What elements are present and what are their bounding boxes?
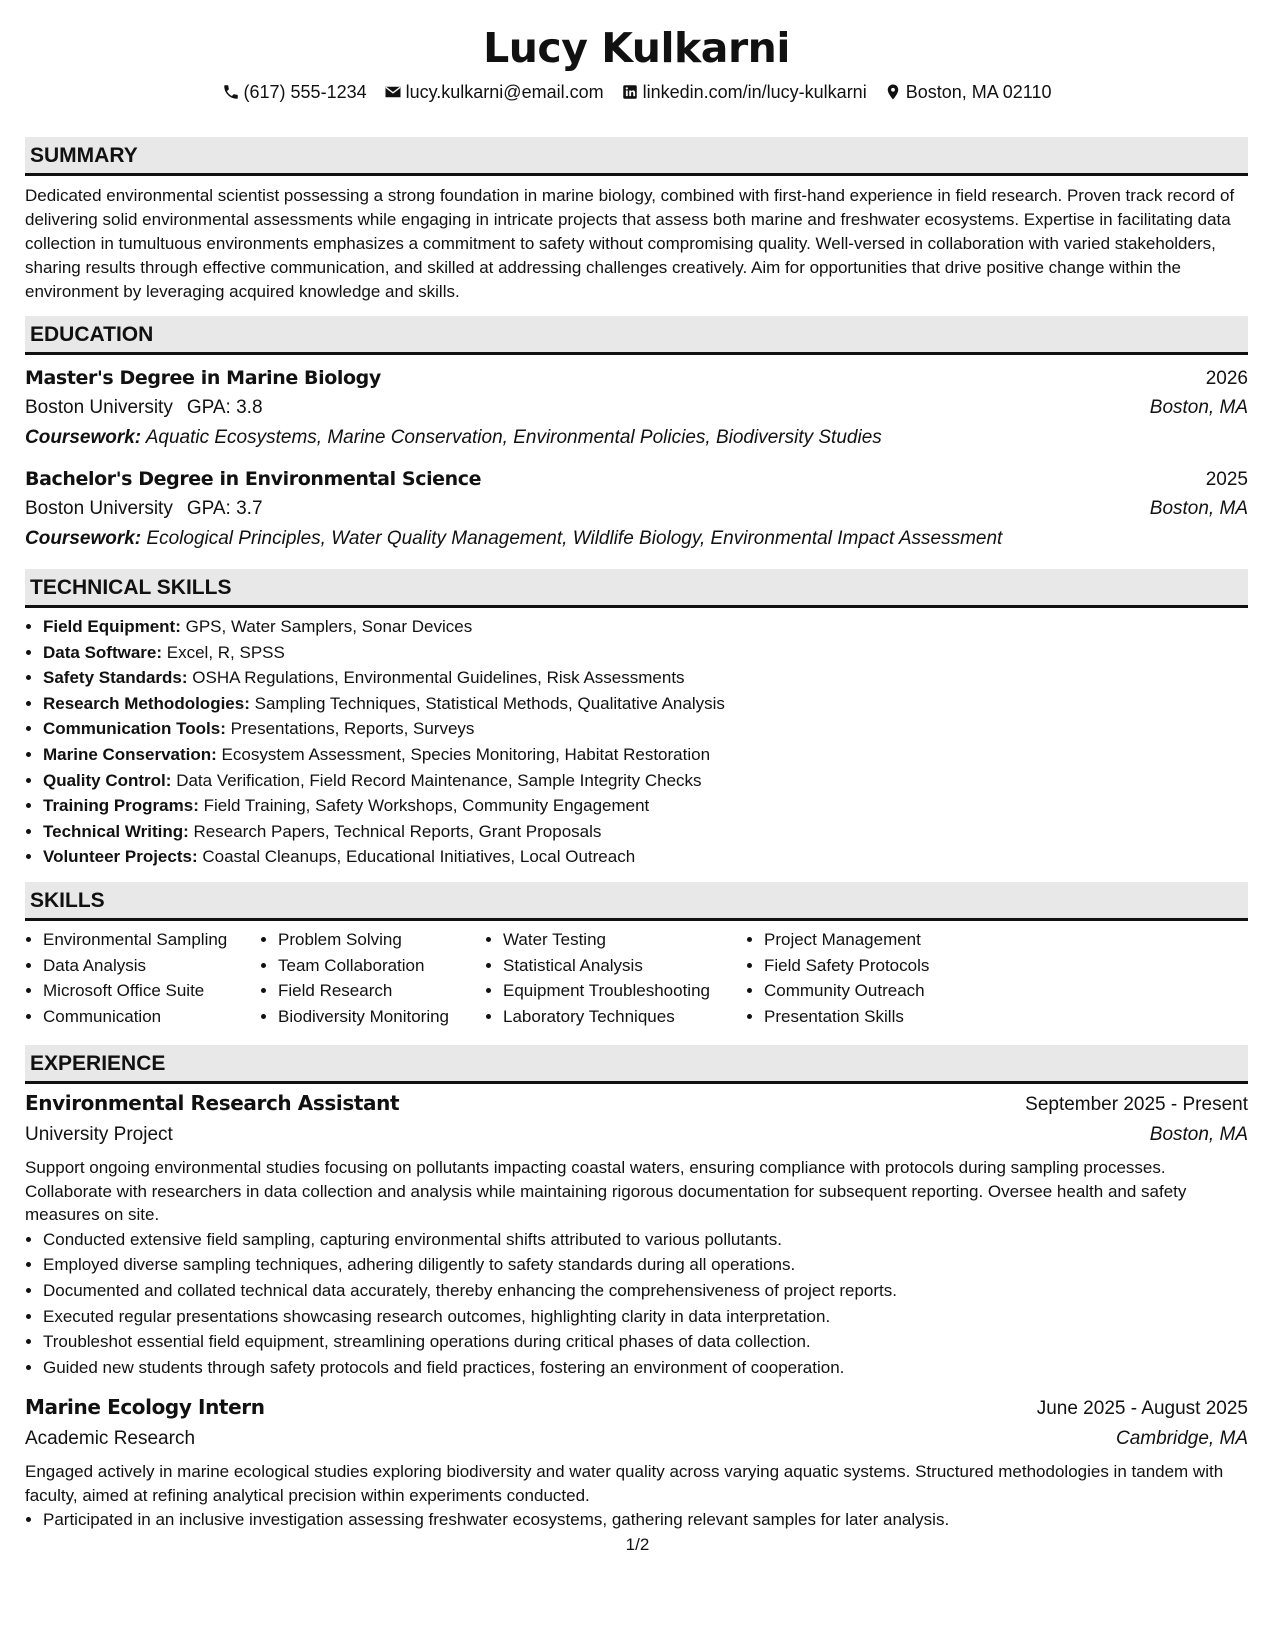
coursework xyxy=(25,524,1248,553)
list-item: • Project Management xyxy=(764,927,1004,953)
resume-page xyxy=(25,0,1248,1533)
skill-values: Ecosystem Assessment, Species Monitoring, Habitat Restoration xyxy=(221,744,711,764)
linkedin-icon xyxy=(621,83,639,101)
list-item xyxy=(43,640,1248,666)
list-item xyxy=(43,844,1248,870)
contact-bar xyxy=(25,81,1248,103)
job-dates: September 2025 - Present xyxy=(1025,1094,1248,1116)
coursework xyxy=(25,423,1248,452)
skill-values: Coastal Cleanups, Educational Initiatives, Local Outreach xyxy=(202,847,636,867)
job-dates: June 2025 - August 2025 xyxy=(1036,1398,1248,1420)
job-entry xyxy=(25,1088,1248,1380)
skill-values: Data Verification, Field Record Maintenance, Sample Integrity Checks xyxy=(176,770,702,790)
degree-year: 2025 xyxy=(1205,469,1248,490)
skill-values: Excel, R, SPSS xyxy=(166,642,285,662)
list-item: • Guided new students through safety protocols and field practices, fostering an environment of cooperation. xyxy=(43,1355,1248,1381)
skill-values: OSHA Regulations, Environmental Guidelines, Risk Assessments xyxy=(192,668,685,688)
summary-text: Dedicated environmental scientist possessing a strong foundation in marine biology, combined with first-hand experience in field research. Proven track record of delivering solid environmental assessments while engaging in intricate projects that assess both marine and freshwater ecosystems. Expertise in facilitating data collection in tumultuous environments emphasizes a commitment to safety without compromising quality. Well-versed in collaboration with varied stakeholders, sharing results through effective communication, and skilled at addressing challenges creatively. Aim for opportunities that drive positive change within the environment by leveraging acquired knowledge and skills. xyxy=(25,186,1235,301)
skill-category: Technical Writing: xyxy=(43,821,189,841)
skill-category: Data Software: xyxy=(43,642,163,662)
skills-column xyxy=(746,927,1004,1029)
school-info xyxy=(25,393,263,423)
list-item: • Employed diverse sampling techniques, adhering diligently to safety standards during all operations. xyxy=(43,1252,1248,1278)
skill-category: Volunteer Projects: xyxy=(43,847,198,867)
school-name: Boston University xyxy=(25,498,173,519)
list-item xyxy=(43,665,1248,691)
education-entry xyxy=(25,364,1248,452)
skill-values: Research Papers, Technical Reports, Grant Proposals xyxy=(193,821,602,841)
list-item: • Team Collaboration xyxy=(278,953,485,979)
summary-heading: SUMMARY xyxy=(25,137,1248,176)
list-item: • Laboratory Techniques xyxy=(503,1004,746,1030)
list-item xyxy=(43,768,1248,794)
list-item: • Troubleshot essential field equipment, streamlining operations during critical phases of data collection. xyxy=(43,1329,1248,1355)
education-heading: EDUCATION xyxy=(25,316,1248,355)
technical-skills-heading: TECHNICAL SKILLS xyxy=(25,569,1248,608)
skill-category: Training Programs: xyxy=(43,796,199,816)
contact-email[interactable] xyxy=(384,81,604,103)
email-text: lucy.kulkarni@email.com xyxy=(405,82,604,102)
skill-category: Field Equipment: xyxy=(43,617,181,636)
degree-title: Master's Degree in Marine Biology xyxy=(25,367,381,389)
list-item: • Presentation Skills xyxy=(764,1004,1004,1030)
list-item: • Community Outreach xyxy=(764,978,1004,1004)
gpa: GPA: 3.7 xyxy=(186,498,263,519)
education-entry xyxy=(25,465,1248,553)
job-title: Marine Ecology Intern xyxy=(25,1395,265,1420)
list-item: • Participated in an inclusive investigation assessing freshwater ecosystems, gathering relevant samples for later analysis. xyxy=(43,1507,1248,1533)
list-item xyxy=(43,819,1248,845)
phone-text: (617) 555-1234 xyxy=(243,82,367,102)
page-number: 1/2 xyxy=(625,1535,650,1554)
skills-grid xyxy=(25,927,1248,1029)
job-location: Boston, MA xyxy=(1149,1124,1248,1146)
job-bullets xyxy=(25,1227,1248,1381)
list-item: • Problem Solving xyxy=(278,927,485,953)
job-bullets xyxy=(25,1507,1248,1533)
list-item: • Environmental Sampling xyxy=(43,927,260,953)
list-item: • Data Analysis xyxy=(43,953,260,979)
skill-category: Marine Conservation: xyxy=(43,744,217,764)
coursework-label: Coursework: xyxy=(25,528,142,549)
degree-title: Bachelor's Degree in Environmental Science xyxy=(25,468,482,490)
list-item: • Communication xyxy=(43,1004,260,1030)
contact-linkedin[interactable] xyxy=(621,81,867,103)
skill-category: Communication Tools: xyxy=(43,719,226,739)
coursework-list: Aquatic Ecosystems, Marine Conservation, Environmental Policies, Biodiversity Studies xyxy=(145,427,882,448)
list-item xyxy=(43,742,1248,768)
gpa: GPA: 3.8 xyxy=(186,397,263,418)
skills-column xyxy=(25,927,260,1029)
job-location: Cambridge, MA xyxy=(1116,1428,1248,1450)
degree-year: 2026 xyxy=(1205,368,1248,389)
job-description: Engaged actively in marine ecological studies exploring biodiversity and water quality across varying aquatic systems. Structured methodologies in tandem with faculty, aimed at refining analytical precision within experiments conducted. xyxy=(25,1462,1224,1505)
coursework-list: Ecological Principles, Water Quality Management, Wildlife Biology, Environmental Impact Assessment xyxy=(146,528,1003,549)
list-item: • Statistical Analysis xyxy=(503,953,746,979)
job-description: Support ongoing environmental studies focusing on pollutants impacting coastal waters, ensuring compliance with protocols during sampling processes. Collaborate with researchers in data collection and analysis while maintaining rigorous documentation for subsequent reporting. Oversee health and safety measures on site. xyxy=(25,1158,1187,1225)
job-organization: Academic Research xyxy=(25,1428,196,1450)
job-organization: University Project xyxy=(25,1124,173,1146)
school-location: Boston, MA xyxy=(1149,498,1248,519)
list-item xyxy=(43,691,1248,717)
school-info xyxy=(25,494,263,524)
list-item: • Conducted extensive field sampling, capturing environmental shifts attributed to various pollutants. xyxy=(43,1227,1248,1253)
list-item: • Microsoft Office Suite xyxy=(43,978,260,1004)
list-item xyxy=(43,716,1248,742)
skills-column xyxy=(485,927,746,1029)
skill-values: Field Training, Safety Workshops, Community Engagement xyxy=(203,796,650,816)
skills-column xyxy=(260,927,485,1029)
list-item: • Documented and collated technical data accurately, thereby enhancing the comprehensiveness of project reports. xyxy=(43,1278,1248,1304)
phone-icon xyxy=(222,83,240,101)
job-entry xyxy=(25,1392,1248,1533)
skill-values: Sampling Techniques, Statistical Methods, Qualitative Analysis xyxy=(254,693,725,713)
coursework-label: Coursework: xyxy=(25,427,142,448)
list-item: • Biodiversity Monitoring xyxy=(278,1004,485,1030)
skill-values: Presentations, Reports, Surveys xyxy=(230,719,475,739)
contact-location xyxy=(884,81,1052,103)
job-title: Environmental Research Assistant xyxy=(25,1091,400,1116)
envelope-icon xyxy=(384,83,402,101)
skill-values: GPS, Water Samplers, Sonar Devices xyxy=(185,617,473,636)
skill-category: Safety Standards: xyxy=(43,668,188,688)
list-item: • Equipment Troubleshooting xyxy=(503,978,746,1004)
skill-category: Quality Control: xyxy=(43,770,172,790)
skill-category: Research Methodologies: xyxy=(43,693,250,713)
list-item: • Executed regular presentations showcasing research outcomes, highlighting clarity in data interpretation. xyxy=(43,1304,1248,1330)
list-item xyxy=(43,614,1248,640)
candidate-name: Lucy Kulkarni xyxy=(483,24,790,72)
school-name: Boston University xyxy=(25,397,173,418)
contact-phone[interactable] xyxy=(222,81,367,103)
linkedin-text: linkedin.com/in/lucy-kulkarni xyxy=(642,82,867,102)
list-item: • Water Testing xyxy=(503,927,746,953)
school-location: Boston, MA xyxy=(1149,397,1248,418)
experience-heading: EXPERIENCE xyxy=(25,1045,1248,1084)
location-text: Boston, MA 02110 xyxy=(905,82,1052,102)
technical-skills-list xyxy=(25,614,1248,870)
list-item xyxy=(43,793,1248,819)
list-item: • Field Research xyxy=(278,978,485,1004)
list-item: • Field Safety Protocols xyxy=(764,953,1004,979)
skills-heading: SKILLS xyxy=(25,882,1248,921)
map-pin-icon xyxy=(884,83,902,101)
